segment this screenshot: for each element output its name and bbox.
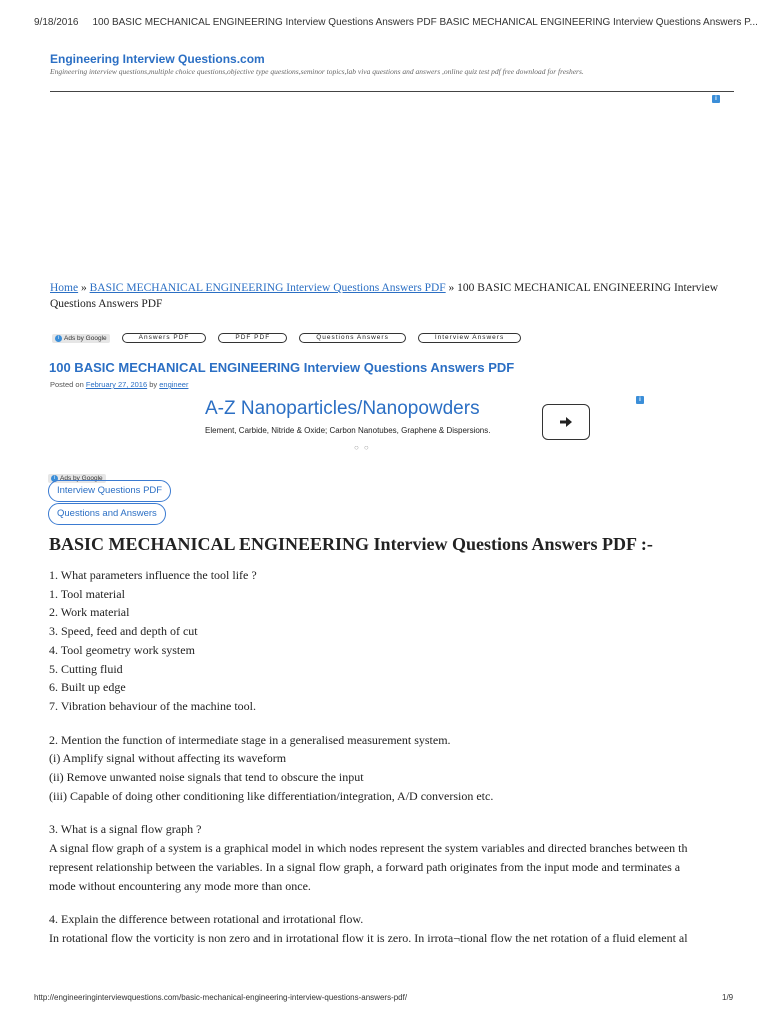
site-title-link[interactable]: Engineering Interview Questions.com <box>50 52 265 66</box>
article-heading: BASIC MECHANICAL ENGINEERING Interview Questions Answers PDF :- <box>49 534 653 554</box>
ad-headline[interactable]: A-Z Nanoparticles/Nanopowders <box>205 398 480 419</box>
carousel-dots[interactable]: ○○ <box>354 443 374 452</box>
ad-button-interview-questions-pdf[interactable]: Interview Questions PDF <box>48 480 171 502</box>
paragraph-gap <box>49 895 739 910</box>
breadcrumb-category-link[interactable]: BASIC MECHANICAL ENGINEERING Interview Questions Answers PDF <box>89 282 446 294</box>
paragraph-gap <box>49 805 739 820</box>
ad-link-questions-answers[interactable]: Questions Answers <box>299 333 406 343</box>
print-page-number: 1/9 <box>722 993 734 1002</box>
post-meta: Posted on February 27, 2016 by engineer <box>50 380 189 389</box>
article-line: A signal flow graph of a system is a graphical model in which nodes represent the system variables and directed branches between th <box>49 841 688 856</box>
ad-button-questions-and-answers[interactable]: Questions and Answers <box>48 503 166 525</box>
site-tagline: Engineering interview questions,multiple choice questions,objective type questions,seminor topics,lab viva questions and answers ,online quiz test pdf free download for freshers. <box>50 67 584 76</box>
header-divider <box>50 91 734 92</box>
breadcrumb-separator: » <box>78 282 90 294</box>
article-line: 1. What parameters influence the tool life ? <box>49 568 257 582</box>
article-line: 4. Explain the difference between rotational and irrotational flow. <box>49 912 364 927</box>
article-lines <box>49 566 739 948</box>
article-line: mode without encountering any mode more than once. <box>49 878 311 893</box>
article-line: 3. What is a signal flow graph ? <box>49 822 202 837</box>
paragraph-gap <box>49 716 739 731</box>
ad-info-icon[interactable]: i <box>712 95 720 103</box>
ad-info-icon: i <box>51 475 58 482</box>
article-line: 7. Vibration behaviour of the machine tool. <box>49 698 257 713</box>
ad-info-icon: i <box>55 335 62 342</box>
article-line: 2. Mention the function of intermediate stage in a generalised measurement system. <box>49 732 451 747</box>
article-line: 5. Cutting fluid <box>49 661 123 676</box>
article-line: In rotational flow the vorticity is non zero and in irrotational flow it is zero. In irrota¬tional flow the net rotation of a fluid element al <box>49 930 688 945</box>
breadcrumb-home-link[interactable]: Home <box>50 282 79 294</box>
arrow-right-icon <box>559 416 573 428</box>
breadcrumb-current: 100 BASIC MECHANICAL ENGINEERING Interview Questions Answers PDF <box>50 282 719 310</box>
ad-banner[interactable] <box>205 396 605 456</box>
print-date: 9/18/2016 <box>34 17 79 28</box>
article-line: represent relationship between the variables. In a signal flow graph, a forward path originates from the input mode and terminates a <box>49 859 681 874</box>
ads-by-google-badge[interactable]: i Ads by Google <box>48 474 106 483</box>
ads-by-google-badge[interactable]: i Ads by Google <box>52 334 110 343</box>
article-line: (iii) Capable of doing other conditioning like differentiation/integration, A/D conversion etc. <box>49 788 494 803</box>
ad-links-bar <box>52 333 521 343</box>
breadcrumb <box>50 280 740 314</box>
article-body <box>49 532 739 948</box>
breadcrumb-separator: » <box>445 282 458 294</box>
print-footer-url: http://engineeringinterviewquestions.com/basic-mechanical-engineering-interview-questions-answers-pdf/ <box>34 993 408 1002</box>
ad-arrow-button[interactable] <box>542 404 590 440</box>
ad-info-icon[interactable]: i <box>636 396 644 404</box>
article-line: 2. Work material <box>49 605 130 620</box>
article-line: 3. Speed, feed and depth of cut <box>49 624 198 639</box>
article-line: 6. Built up edge <box>49 680 126 695</box>
ad-link-answers-pdf[interactable]: Answers PDF <box>122 333 207 343</box>
article-line: 4. Tool geometry work system <box>49 642 195 657</box>
article-line: 1. Tool material <box>49 586 125 601</box>
post-date-link[interactable]: February 27, 2016 <box>85 380 148 389</box>
ad-link-interview-answers[interactable]: Interview Answers <box>418 333 521 343</box>
ad-link-pdf-pdf[interactable]: PDF PDF <box>218 333 287 343</box>
article-line: (i) Amplify signal without affecting its waveform <box>49 751 287 766</box>
print-page-title: 100 BASIC MECHANICAL ENGINEERING Interview Questions Answers PDF BASIC MECHANICAL ENGINEERING Interview Questions Answers P... <box>92 17 758 28</box>
article-line: (ii) Remove unwanted noise signals that tend to obscure the input <box>49 770 364 785</box>
ad-description: Element, Carbide, Nitride & Oxide; Carbon Nanotubes, Graphene & Dispersions. <box>205 426 491 435</box>
post-title[interactable]: 100 BASIC MECHANICAL ENGINEERING Interview Questions Answers PDF <box>49 360 515 375</box>
print-header <box>34 17 758 28</box>
post-author-link[interactable]: engineer <box>159 380 189 389</box>
